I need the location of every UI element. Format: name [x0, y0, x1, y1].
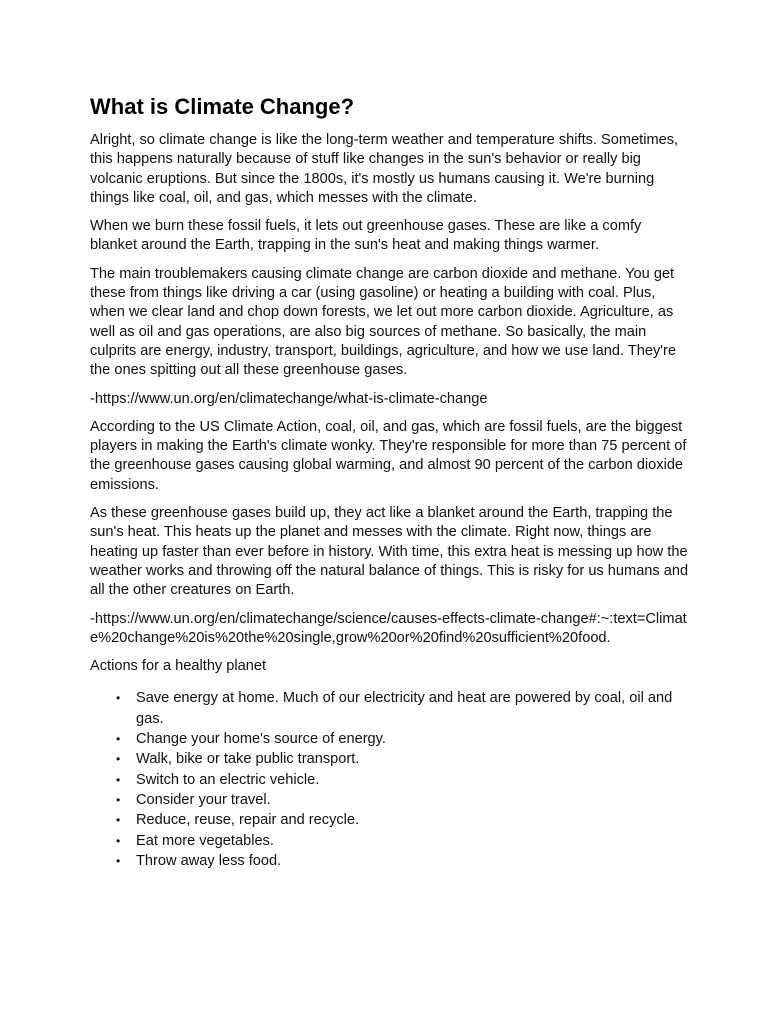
- list-item-text: Change your home's source of energy.: [136, 731, 386, 748]
- list-item: [116, 688, 690, 729]
- list-item-text: Reduce, reuse, repair and recycle.: [136, 812, 360, 829]
- source-url-2: -https://www.un.org/en/climatechange/science/causes-effects-climate-change#:~:text=Climate%20change%20is%20the%20single,grow%20or%20find%20sufficient%20food.: [90, 610, 687, 646]
- list-item: [116, 729, 690, 749]
- paragraph-effects: As these greenhouse gases build up, they act like a blanket around the Earth, trapping the sun's heat. This heats up the planet and messes with the climate. Right now, things are heating up faster than ever before in history. With time, this extra heat is messing up how the weather works and throwing off the natural balance of things. This is risky for us humans and all the other creatures on Earth.: [90, 505, 689, 599]
- list-item: [116, 810, 690, 830]
- bullet-icon: •: [116, 792, 121, 807]
- list-item-text: Switch to an electric vehicle.: [136, 771, 320, 788]
- bullet-icon: •: [116, 853, 121, 868]
- bullet-icon: •: [116, 752, 121, 767]
- bullet-icon: •: [116, 813, 121, 828]
- list-item-text: Eat more vegetables.: [136, 832, 274, 849]
- bullet-icon: •: [116, 732, 121, 747]
- document-title: What is Climate Change?: [90, 94, 355, 119]
- list-item-text: Walk, bike or take public transport.: [136, 751, 360, 768]
- actions-heading: Actions for a healthy planet: [90, 658, 267, 675]
- bullet-icon: •: [116, 833, 121, 848]
- paragraph-main-causes: The main troublemakers causing climate change are carbon dioxide and methane. You get these from things like driving a car (using gasoline) or heating a building with coal. Plus, when we clear land and chop down forests, we let out more carbon dioxide. Agriculture, as well as oil and gas operations, are also big sources of methane. So basically, the main culprits are energy, industry, transport, buildings, agriculture, and how we use land. They're the ones spitting out all these greenhouse gases.: [90, 265, 677, 379]
- list-item: [116, 790, 690, 810]
- source-url-1: -https://www.un.org/en/climatechange/what-is-climate-change: [90, 390, 488, 407]
- list-item-text: Throw away less food.: [136, 852, 282, 869]
- bullet-icon: •: [116, 772, 121, 787]
- document-page: [90, 90, 690, 871]
- list-item: [116, 831, 690, 851]
- list-item: [116, 851, 690, 871]
- paragraph-intro: Alright, so climate change is like the long-term weather and temperature shifts. Sometimes, this happens naturally because of stuff like changes in the sun's behavior or really big volcanic eruptions. But since the 1800s, it's mostly us humans causing it. We're burning things like coal, oil, and gas, which messes with the climate.: [90, 132, 679, 206]
- actions-list: [90, 688, 690, 871]
- list-item-text: Consider your travel.: [136, 791, 271, 808]
- list-item: [116, 770, 690, 790]
- list-item-text: Save energy at home. Much of our electricity and heat are powered by coal, oil and gas.: [136, 690, 673, 727]
- paragraph-fossil-fuels: According to the US Climate Action, coal, oil, and gas, which are fossil fuels, are the biggest players in making the Earth's climate wonky. They're responsible for more than 75 percent of the greenhouse gases causing global warming, and almost 90 percent of the carbon dioxide emissions.: [90, 418, 687, 493]
- list-item: [116, 749, 690, 769]
- paragraph-greenhouse-gases: When we burn these fossil fuels, it lets out greenhouse gases. These are like a comfy blanket around the Earth, trapping in the sun's heat and making things warmer.: [90, 218, 642, 254]
- bullet-icon: •: [116, 691, 121, 706]
